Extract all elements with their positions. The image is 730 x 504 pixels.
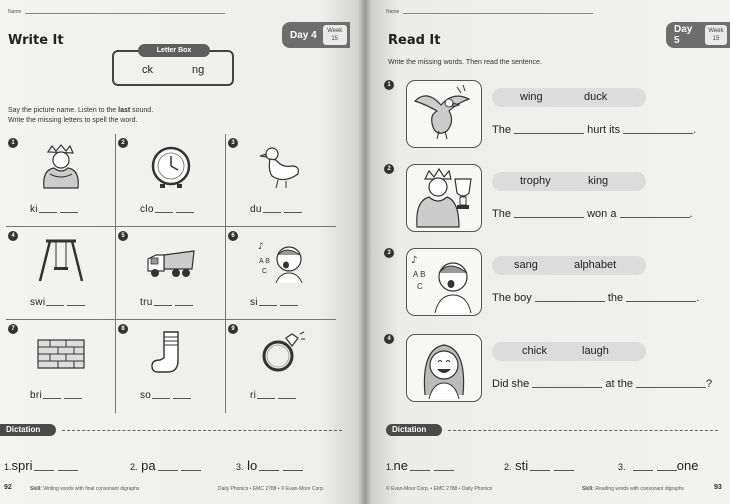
word-cell: 6 ♪ A B C si [226,227,336,320]
king-icon [36,144,86,190]
word-choice: king [588,175,609,187]
sentence: The won a . [492,208,693,220]
dictation-item: 3. lo [236,458,303,473]
girl-laughing-icon [407,335,481,401]
letter-box [112,47,234,86]
name-line [386,9,593,15]
svg-text:A B: A B [259,258,270,265]
week-badge: Week 15 [323,25,347,45]
instructions: Say the picture name. Listen to the last sound. Write the missing letters to spell the word. [8,107,154,124]
word-choices [492,172,646,191]
word-grid [6,134,336,414]
sentence: The hurt its . [492,124,697,136]
word-cell: 4 swi [6,227,116,320]
word-prompt: ri [250,390,296,401]
king-trophy-icon [407,165,481,231]
day-label: Day 5 [674,24,693,46]
word-cell: 9 ri [226,320,336,413]
singing-boy-icon [407,249,481,315]
word-choice: chick [522,345,548,357]
book-spine [358,0,372,504]
word-choice: laugh [582,345,609,357]
letter-box-item: ck [142,64,153,76]
left-page [0,0,364,504]
week-badge: Week 15 [705,25,727,45]
svg-text:♪: ♪ [258,242,264,252]
singing-boy-icon [256,237,306,283]
word-cell: 3 du [226,134,336,227]
credit-footer: © Evan-Moor Corp. • EMC 2788 • Daily Phonics [386,486,493,492]
name-line [8,9,225,15]
word-choice: wing [520,91,543,103]
name-label: Name [386,9,400,15]
skill-footer: Skill: Reading words with consonant digraphs [582,486,685,492]
clock-icon [146,144,196,190]
dictation-item: 2. sti [504,458,574,473]
word-cell: 8 so [116,320,226,413]
reading-row: 2 trophy king The won a . [384,164,714,244]
word-choice: alphabet [574,259,617,271]
day-tab [282,22,350,48]
word-choice: trophy [520,175,551,187]
word-prompt: swi [30,297,85,308]
word-prompt: tru [140,297,193,308]
svg-text:C: C [262,268,268,275]
dictation-label: Dictation [386,424,442,436]
word-choice: sang [514,259,538,271]
svg-text:C: C [417,282,423,291]
dictation-item: 3. one [618,458,699,473]
sock-icon [146,330,196,376]
reading-row: 4 chick laugh Did she at the ? [384,334,714,414]
page-title: Read It [388,33,441,48]
name-label: Name [8,9,22,15]
word-choices [492,88,646,107]
word-cell: 2 clo [116,134,226,227]
page-number: 92 [4,484,12,491]
reading-row: 1 wing duck The hurt its . [384,80,714,160]
word-cell: 5 tru [116,227,226,320]
day-tab [666,22,730,48]
word-prompt: bri [30,390,82,401]
sentence: Did she at the ? [492,378,713,390]
dictation-item: 1.spri [4,458,78,473]
brick-icon [36,330,86,376]
day-label: Day 4 [290,29,317,41]
ring-icon [256,330,306,376]
letter-box-heading: Letter Box [138,44,210,57]
letter-box-item: ng [192,64,205,76]
word-choice: duck [584,91,608,103]
duck-icon [256,144,306,190]
reading-row: 3 ♪ A B C sang alphabet The boy the . [384,248,714,328]
dictation-item: 1.ne [386,458,454,473]
credit-footer: Daily Phonics • EMC 2788 • © Evan-Moor Corp. [218,486,325,492]
truck-icon [146,237,196,283]
word-choices [492,256,646,275]
skill-footer: Skill: Writing words with final consonant digraphs [30,486,140,492]
svg-text:♪: ♪ [411,255,418,266]
word-prompt: du [250,204,302,215]
word-prompt: ki [30,204,78,215]
dictation-label: Dictation [0,424,56,436]
word-cell: 7 bri [6,320,116,413]
word-prompt: si [250,297,298,308]
right-page [364,0,730,504]
word-choices [492,342,646,361]
dictation-item: 2. pa [130,458,201,473]
svg-text:A B: A B [413,270,426,279]
sentence: The boy the . [492,292,700,304]
duck-icon [407,81,481,147]
instructions: Write the missing words. Then read the sentence. [388,59,542,66]
page-title: Write It [8,33,64,48]
swing-icon [36,237,86,283]
word-prompt: so [140,390,191,401]
word-cell: 1 ki [6,134,116,227]
word-prompt: clo [140,204,194,215]
page-number: 93 [714,484,722,491]
